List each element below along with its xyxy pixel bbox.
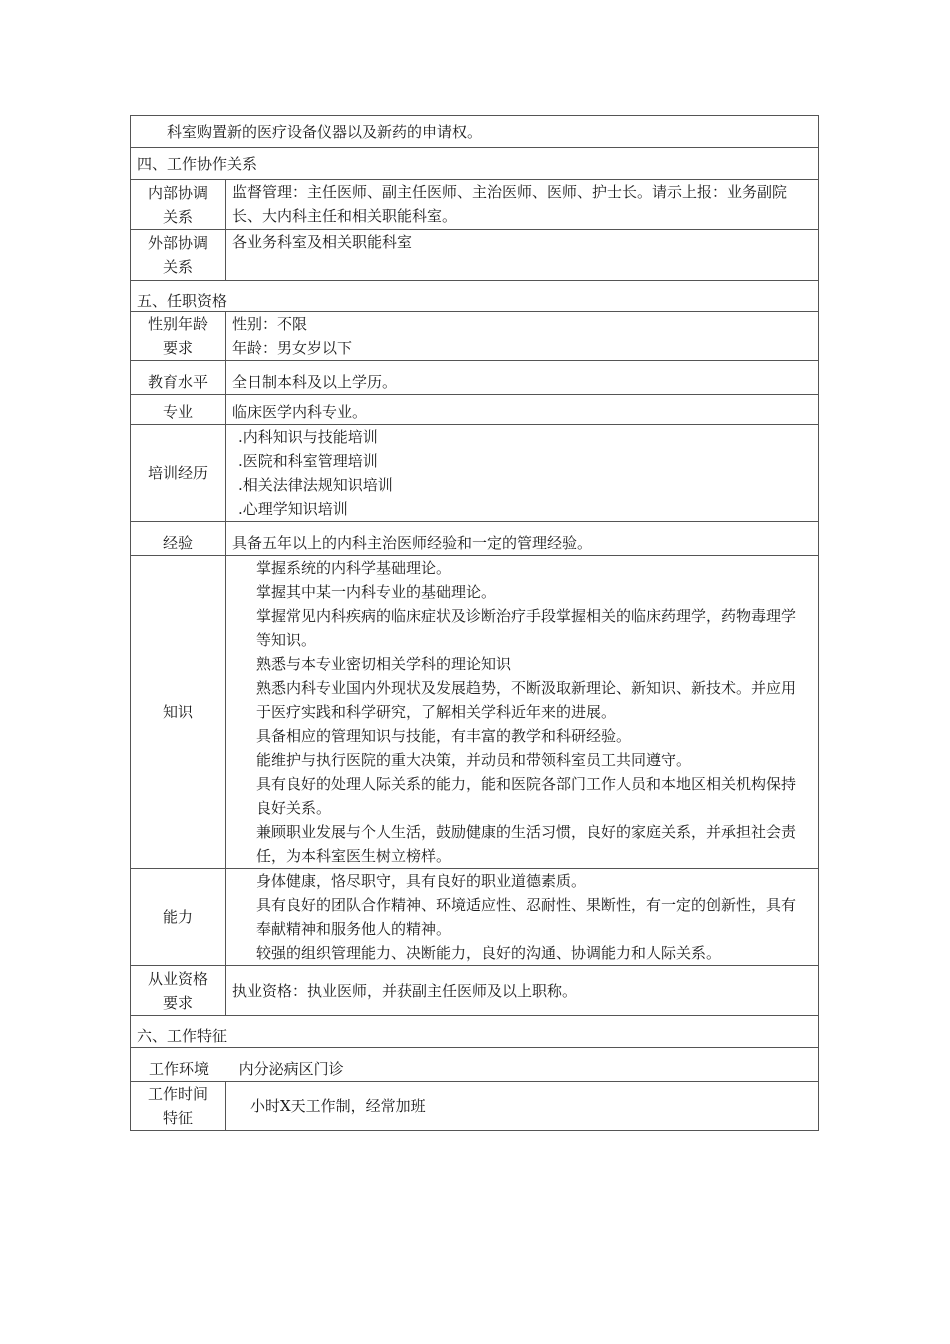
education-text: 全日制本科及以上学历。 bbox=[226, 361, 819, 395]
table-row bbox=[131, 230, 819, 281]
knowledge-item: 掌握常见内科疾病的临床症状及诊断治疗手段掌握相关的临床药理学，药物毒理学等知识。 bbox=[256, 607, 797, 649]
table-row bbox=[131, 312, 819, 361]
knowledge-item: 掌握系统的内科学基础理论。 bbox=[256, 559, 452, 577]
table-row bbox=[131, 1048, 819, 1082]
section-6-title: 六、工作特征 bbox=[131, 1016, 819, 1048]
training-item: .心理学知识培训 bbox=[238, 500, 348, 518]
ability-item: 较强的组织管理能力、决断能力，良好的沟通、协调能力和人际关系。 bbox=[256, 944, 722, 962]
job-description-document bbox=[130, 115, 819, 1131]
work-environment-text: 内分泌病区门诊 bbox=[238, 1060, 344, 1078]
table-row bbox=[131, 869, 819, 966]
experience-label: 经验 bbox=[131, 522, 226, 556]
knowledge-item: 能维护与执行医院的重大决策，并动员和带领科室员工共同遵守。 bbox=[256, 751, 692, 769]
work-environment-label: 工作环境 bbox=[149, 1060, 210, 1078]
knowledge-item: 具备相应的管理知识与技能，有丰富的教学和科研经验。 bbox=[256, 727, 632, 745]
internal-coordination-label: 内部协调关系 bbox=[147, 183, 208, 226]
section-5-title: 五、任职资格 bbox=[131, 281, 819, 312]
table-row bbox=[131, 966, 819, 1016]
external-coordination-text: 各业务科室及相关职能科室 bbox=[226, 230, 819, 281]
section-header-row bbox=[131, 1016, 819, 1048]
ability-label: 能力 bbox=[131, 869, 226, 966]
section-4-title: 四、工作协作关系 bbox=[131, 148, 819, 180]
training-item: .内科知识与技能培训 bbox=[238, 428, 378, 446]
external-coordination-label: 外部协调关系 bbox=[147, 234, 208, 276]
knowledge-item: 熟悉与本专业密切相关学科的理论知识 bbox=[256, 655, 512, 673]
table-row bbox=[131, 425, 819, 522]
section-header-row bbox=[131, 148, 819, 180]
work-hours-text: 小时X天工作制，经常加班 bbox=[226, 1082, 819, 1131]
gender-requirement: 性别：不限 bbox=[232, 315, 308, 333]
knowledge-item: 熟悉内科专业国内外现状及发展趋势，不断汲取新理论、新知识、新技术。并应用于医疗实践和科学研究，了解相关学科近年来的进展。 bbox=[256, 679, 797, 721]
major-label: 专业 bbox=[131, 395, 226, 425]
section-header-row bbox=[131, 281, 819, 312]
ability-item: 身体健康，恪尽职守，具有良好的职业道德素质。 bbox=[256, 872, 587, 890]
knowledge-item: 具有良好的处理人际关系的能力，能和医院各部门工作人员和本地区相关机构保持良好关系。 bbox=[256, 775, 797, 817]
knowledge-item: 兼顾职业发展与个人生活，鼓励健康的生活习惯，良好的家庭关系，并承担社会责任，为本科室医生树立榜样。 bbox=[256, 823, 797, 865]
table-row bbox=[131, 116, 819, 148]
gender-age-label: 性别年龄要求 bbox=[147, 315, 208, 357]
ability-item: 具有良好的团队合作精神、环境适应性、忍耐性、果断性，有一定的创新性，具有奉献精神和服务他人的精神。 bbox=[256, 896, 797, 938]
qualification-label: 从业资格要求 bbox=[147, 969, 208, 1012]
table-row bbox=[131, 361, 819, 395]
table-row bbox=[131, 395, 819, 425]
qualification-text: 执业资格：执业医师，并获副主任医师及以上职称。 bbox=[226, 966, 819, 1016]
table-row bbox=[131, 180, 819, 230]
experience-text: 具备五年以上的内科主治医师经验和一定的管理经验。 bbox=[226, 522, 819, 556]
purchase-right-text: 科室购置新的医疗设备仪器以及新药的申请权。 bbox=[167, 122, 483, 141]
table-row bbox=[131, 1082, 819, 1131]
age-requirement: 年龄：男女岁以下 bbox=[232, 339, 353, 357]
internal-coordination-text: 监督管理：主任医师、副主任医师、主治医师、医师、护士长。请示上报：业务副院长、大内科主任和相关职能科室。 bbox=[226, 180, 819, 230]
table-row bbox=[131, 556, 819, 869]
work-hours-label: 工作时间特征 bbox=[147, 1085, 208, 1127]
training-label: 培训经历 bbox=[131, 425, 226, 522]
training-item: .医院和科室管理培训 bbox=[238, 452, 378, 470]
education-label: 教育水平 bbox=[131, 361, 226, 395]
knowledge-label: 知识 bbox=[131, 556, 226, 869]
major-text: 临床医学内科专业。 bbox=[226, 395, 819, 425]
training-item: .相关法律法规知识培训 bbox=[238, 476, 393, 494]
job-description-table bbox=[130, 115, 819, 1131]
knowledge-item: 掌握其中某一内科专业的基础理论。 bbox=[256, 583, 497, 601]
table-row bbox=[131, 522, 819, 556]
